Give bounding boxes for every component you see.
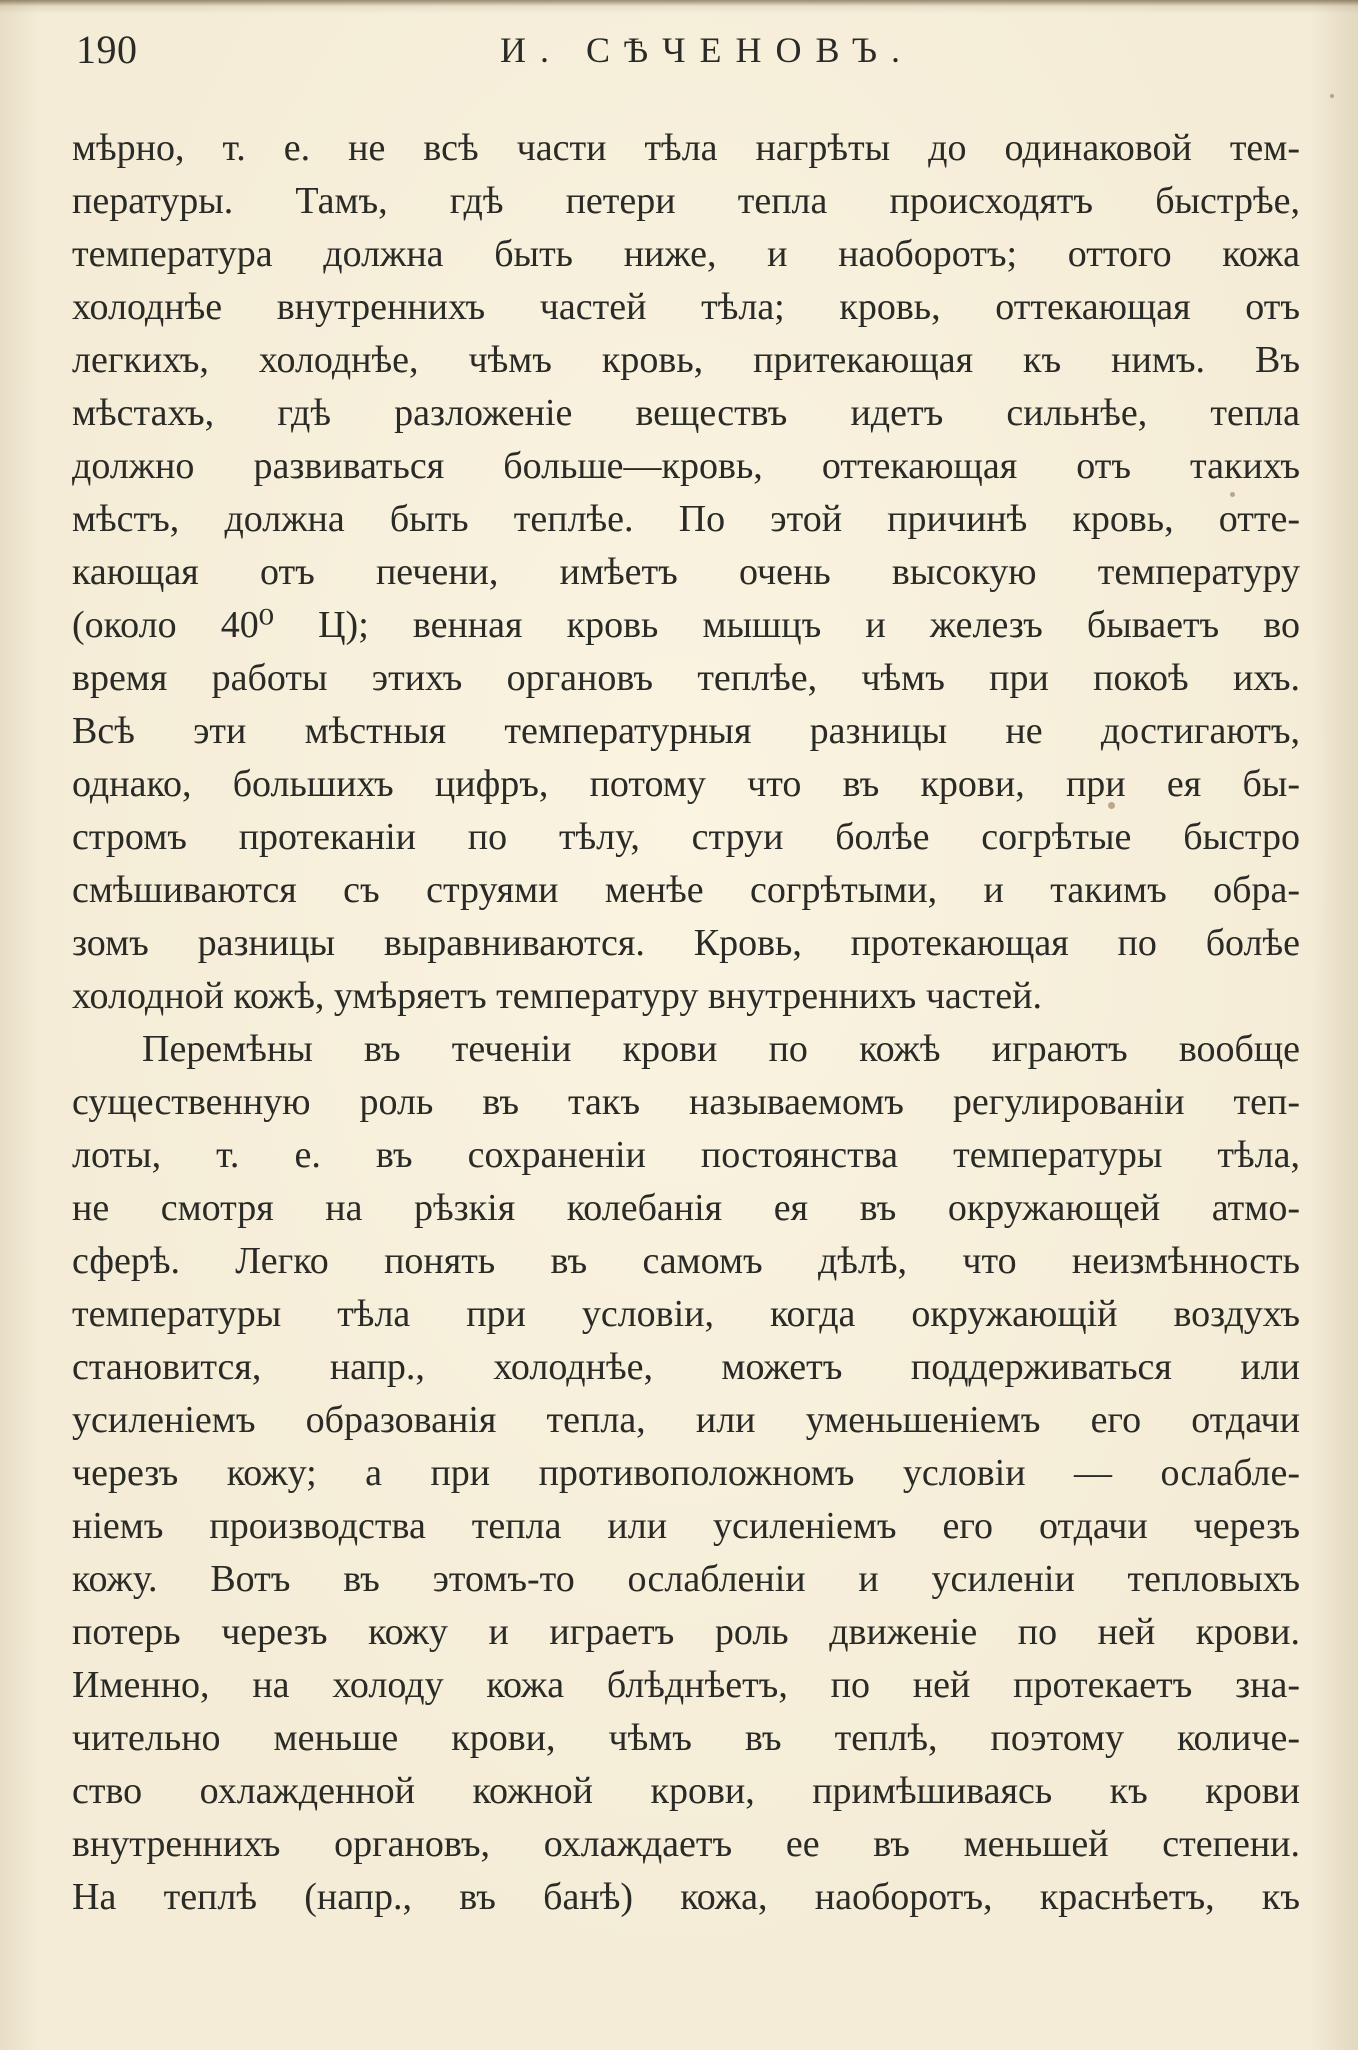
text-line: усиленіемъ образованія тепла, или уменьшеніемъ его отдачи <box>72 1399 1300 1441</box>
running-title: И. СѢЧЕНОВЪ. <box>500 30 915 70</box>
running-head <box>0 20 1358 80</box>
text-line: время работы этихъ органовъ теплѣе, чѣмъ при покоѣ ихъ. <box>72 657 1300 699</box>
text-line: должно развиваться больше—кровь, оттекающая отъ такихъ <box>72 445 1300 487</box>
ink-speck <box>1330 94 1334 98</box>
text-line: однако, большихъ цифръ, потому что въ крови, при ея бы- <box>72 763 1300 805</box>
text-line-paragraph-start: Перемѣны въ теченіи крови по кожѣ играютъ вообще <box>142 1028 1300 1070</box>
text-line: холоднѣе внутреннихъ частей тѣла; кровь, оттекающая отъ <box>72 286 1300 328</box>
text-line: существенную роль въ такъ называемомъ регулированіи теп- <box>72 1081 1300 1123</box>
text-line: смѣшиваются съ струями менѣе согрѣтыми, и такимъ обра- <box>72 869 1300 911</box>
text-line: кающая отъ печени, имѣетъ очень высокую температуру <box>72 551 1300 593</box>
text-line: стромъ протеканіи по тѣлу, струи болѣе согрѣтые быстро <box>72 816 1300 858</box>
text-line: становится, напр., холоднѣе, можетъ поддерживаться или <box>72 1346 1300 1388</box>
text-line: зомъ разницы выравниваются. Кровь, протекающая по болѣе <box>72 922 1300 964</box>
text-line: потерь черезъ кожу и играетъ роль движеніе по ней крови. <box>72 1611 1300 1653</box>
text-line: мѣстъ, должна быть теплѣе. По этой причинѣ кровь, отте- <box>72 498 1300 540</box>
text-line: внутреннихъ органовъ, охлаждаетъ ее въ меньшей степени. <box>72 1823 1300 1865</box>
text-line: температуры тѣла при условіи, когда окружающій воздухъ <box>72 1293 1300 1335</box>
text-line: мѣрно, т. е. не всѣ части тѣла нагрѣты до одинаковой тем- <box>72 127 1300 169</box>
ink-speck <box>1108 802 1115 809</box>
page-number: 190 <box>76 27 138 72</box>
text-line: лоты, т. е. въ сохраненіи постоянства температуры тѣла, <box>72 1134 1300 1176</box>
text-line: пературы. Тамъ, гдѣ петери тепла происходятъ быстрѣе, <box>72 180 1300 222</box>
text-line: Именно, на холоду кожа блѣднѣетъ, по ней протекаетъ зна- <box>72 1664 1300 1706</box>
text-line: Всѣ эти мѣстныя температурныя разницы не достигаютъ, <box>72 710 1300 752</box>
text-line: легкихъ, холоднѣе, чѣмъ кровь, притекающая къ нимъ. Въ <box>72 339 1300 381</box>
text-line: ніемъ производства тепла или усиленіемъ его отдачи черезъ <box>72 1505 1300 1547</box>
text-line: чительно меньше крови, чѣмъ въ теплѣ, поэтому количе- <box>72 1717 1300 1759</box>
ink-speck <box>1230 492 1235 497</box>
text-line: температура должна быть ниже, и наоборотъ; оттого кожа <box>72 233 1300 275</box>
text-line: ство охлажденной кожной крови, примѣшиваясь къ крови <box>72 1770 1300 1812</box>
text-line: кожу. Вотъ въ этомъ-то ослабленіи и усиленіи тепловыхъ <box>72 1558 1300 1600</box>
body-text <box>72 122 1300 1924</box>
text-line: сферѣ. Легко понять въ самомъ дѣлѣ, что неизмѣнность <box>72 1240 1300 1282</box>
text-line: мѣстахъ, гдѣ разложеніе веществъ идетъ сильнѣе, тепла <box>72 392 1300 434</box>
text-line: не смотря на рѣзкія колебанія ея въ окружающей атмо- <box>72 1187 1300 1229</box>
text-line-paragraph-end: холодной кожѣ, умѣряетъ температуру внутреннихъ частей. <box>72 975 1042 1017</box>
page-top-edge <box>0 0 1358 6</box>
text-line: (около 40⁰ Ц); венная кровь мышцъ и железъ бываетъ во <box>72 604 1300 646</box>
text-line: черезъ кожу; а при противоположномъ условіи — ослабле- <box>72 1452 1300 1494</box>
text-line: На теплѣ (напр., въ банѣ) кожа, наоборотъ, краснѣетъ, къ <box>72 1876 1300 1918</box>
